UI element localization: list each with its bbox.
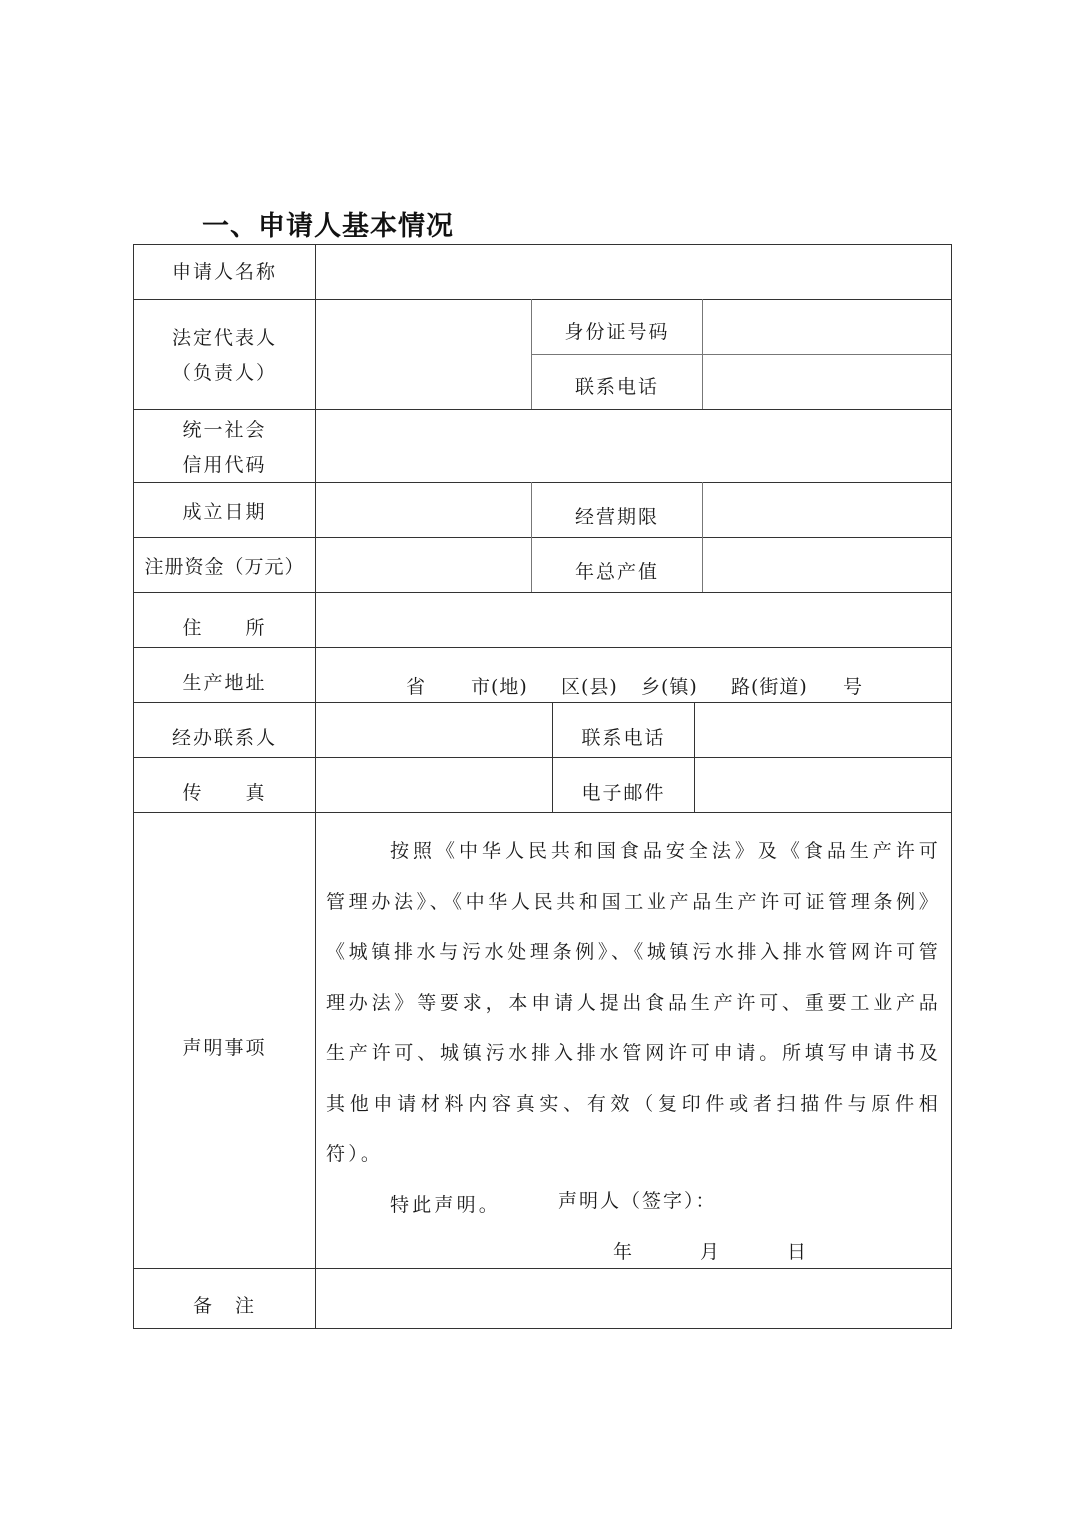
legal-rep-label <box>134 320 315 392</box>
legal-rep-label-line1: 法定代表人 <box>171 327 277 349</box>
email-field[interactable] <box>695 758 951 812</box>
legal-rep-label-line2: （负责人） <box>171 362 277 384</box>
date-year-label: 年 <box>613 1241 635 1263</box>
legal-rep-field[interactable] <box>316 300 531 409</box>
id-number-label: 身份证号码 <box>564 320 670 343</box>
residence-label: 住 所 <box>182 616 267 639</box>
credit-code-label <box>134 412 315 484</box>
declaration-closing: 特此声明。 <box>390 1193 502 1216</box>
address-province: 省 <box>406 676 427 698</box>
business-term-field[interactable] <box>703 483 951 537</box>
table-border-right <box>951 244 952 1329</box>
id-number-field[interactable] <box>703 300 951 354</box>
email-label: 电子邮件 <box>581 781 666 804</box>
address-city: 市(地) <box>471 676 528 698</box>
contact-phone-field[interactable] <box>695 703 951 757</box>
legal-rep-phone-field[interactable] <box>703 355 951 409</box>
declaration-text <box>326 826 941 1230</box>
signature-label: 声明人（签字）： <box>558 1190 717 1212</box>
annual-output-label: 年总产值 <box>574 560 659 583</box>
established-date-field[interactable] <box>316 483 531 537</box>
declaration-paragraph: 按照《中华人民共和国食品安全法》及《食品生产许可管理办法》、《中华人民共和国工业产品生产许可证管理条例》《城镇排水与污水处理条例》、《城镇污水排入排水管网许可管理办法》等要求，本申请人提出食品生产许可、重要工业产品生产许可、城镇污水排入排水管网许可申请。所填写申请书及其他申请材料内容真实、有效（复印件或者扫描件与原件相符）。 <box>326 840 941 1165</box>
date-day-label: 日 <box>787 1241 809 1263</box>
registered-capital-label: 注册资金（万元） <box>144 555 305 578</box>
credit-code-label-line2: 信用代码 <box>182 454 267 476</box>
date-month-label: 月 <box>700 1241 722 1263</box>
registered-capital-field[interactable] <box>316 538 531 592</box>
section-title: 一、申请人基本情况 <box>202 211 454 242</box>
contact-person-field[interactable] <box>316 703 552 757</box>
contact-phone-label: 联系电话 <box>581 726 666 749</box>
applicant-name-label: 申请人名称 <box>171 260 277 283</box>
fax-label: 传 真 <box>182 781 267 804</box>
legal-rep-phone-label: 联系电话 <box>574 375 659 398</box>
applicant-name-field[interactable] <box>316 245 951 299</box>
address-number: 号 <box>843 676 864 698</box>
business-term-label: 经营期限 <box>574 505 659 528</box>
contact-person-label: 经办联系人 <box>171 726 277 749</box>
established-date-label: 成立日期 <box>182 500 267 523</box>
residence-field[interactable] <box>316 593 951 647</box>
remarks-label: 备 注 <box>192 1294 256 1317</box>
production-address-label: 生产地址 <box>182 671 267 694</box>
signature-date-field[interactable] <box>640 1236 940 1264</box>
fax-field[interactable] <box>316 758 552 812</box>
address-road: 路(街道) <box>731 676 808 698</box>
address-town: 乡(镇) <box>641 676 698 698</box>
credit-code-field[interactable] <box>316 410 951 482</box>
annual-output-field[interactable] <box>703 538 951 592</box>
declaration-label: 声明事项 <box>182 1036 267 1059</box>
credit-code-label-line1: 统一社会 <box>182 419 267 441</box>
address-district: 区(县) <box>561 676 618 698</box>
remarks-field[interactable] <box>316 1269 951 1328</box>
